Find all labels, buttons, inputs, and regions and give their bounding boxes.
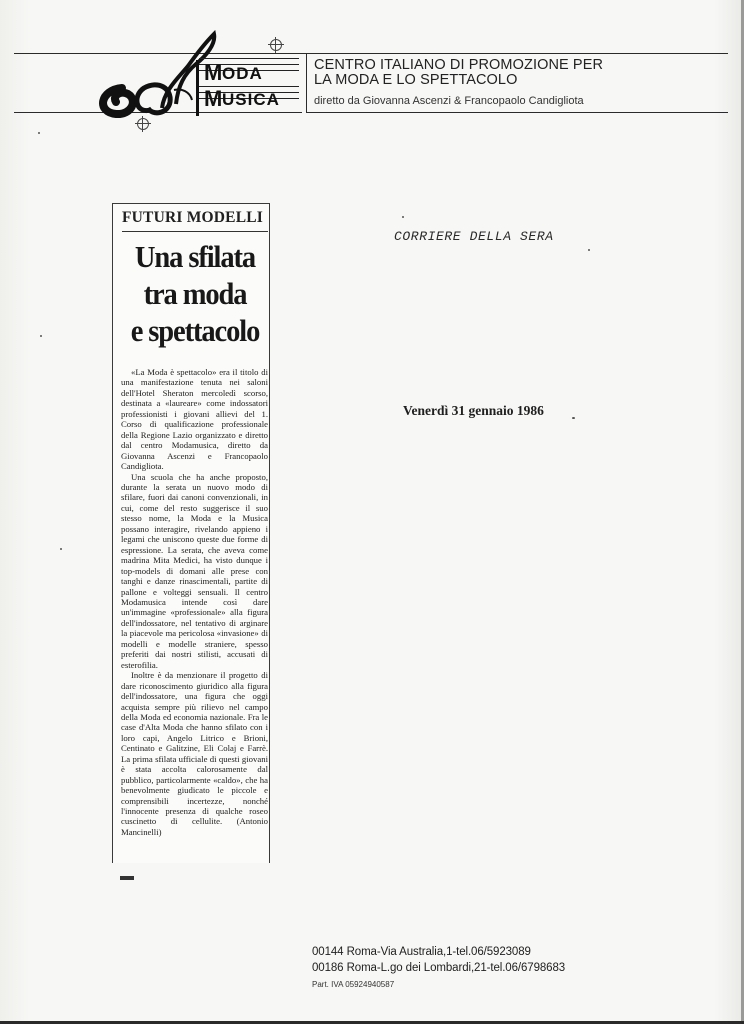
headline-line-1: Una sfilata xyxy=(134,239,256,274)
headline-line-3: e spettacolo xyxy=(130,313,260,348)
publication-date: Venerdì 31 gennaio 1986 xyxy=(403,403,544,418)
scan-speck xyxy=(402,216,404,218)
logo-word-moda: ODA xyxy=(222,64,263,83)
organization-directors: diretto da Giovanna Ascenzi & Francopaolo Candigliota xyxy=(314,95,584,107)
scan-speck xyxy=(60,548,62,550)
letterhead-bottom-rule-right xyxy=(306,112,728,113)
footer-address-1: 00144 Roma-Via Australia,1-tel.06/5923089 xyxy=(312,946,531,958)
logo-word-musica: USICA xyxy=(222,90,280,109)
scan-mark xyxy=(120,876,134,880)
article-paragraph: Inoltre è da menzionare il progetto di dare riconoscimento giuridico alla figura dell'indossatore, una figura che oggi acquista sempre più rilievo nel campo della Moda ed economia nazionale. Fra le case d'Alta Moda che hanno sfilato con i loro capi, Angelo Litrico e Brioni, Centinato e Galitzine, Eli Colaj e Farrè. La prima sfilata ufficiale di questi giovani è stata accolta calorosamente dal pubblico, particolarmente «caldo», che ha benevolmente giudicato le piccole e comprensibili incertezze, nonché l'innocente presenza di qualche roseo cuscinetto di cellulite. (Antonio Mancinelli) xyxy=(121,670,268,837)
article-paragraph: «La Moda è spettacolo» era il titolo di una manifestazione tenuta nei saloni dell'Hotel Sheraton mercoledì scorso, destinata a «laureare» come indossatori professionisti i giovani allievi del 1. Corso di qualificazione professionale della Regione Lazio organizzato e diretto dal centro Modamusica, diretto da Giovanna Ascenzi e Francopaolo Candigliota. xyxy=(121,367,268,472)
scan-speck xyxy=(572,417,575,419)
organization-name-line-1: CENTRO ITALIANO DI PROMOZIONE PER xyxy=(314,57,604,73)
footer-address-2: 00186 Roma-L.go dei Lombardi,21-tel.06/6798683 xyxy=(312,962,566,974)
logo-initial-m-2: M xyxy=(204,86,224,111)
scan-speck xyxy=(38,132,40,134)
scan-speck xyxy=(588,249,590,251)
clipping-kicker: FUTURI MODELLI xyxy=(122,209,264,226)
letterhead-divider xyxy=(306,54,307,112)
scan-speck xyxy=(40,335,42,337)
clipping-headline xyxy=(125,238,265,349)
headline-line-2: tra moda xyxy=(143,276,247,311)
logo-initial-m: M xyxy=(204,60,224,85)
clipping-article-body xyxy=(121,367,268,837)
clipping-border-right xyxy=(269,203,270,863)
footer-vat-number: Part. IVA 05924940587 xyxy=(312,980,395,989)
modamusica-logo xyxy=(92,30,302,122)
organization-name xyxy=(314,58,694,88)
article-paragraph: Una scuola che ha anche proposto, durante la serata un nuovo modo di sfilare, fuori dai canoni convenzionali, in cui, come del resto suggerisce il suo stesso nome, la Moda e la Musica possano interagire, rivelando appieno i legami che uniscono queste due forme di espressione. La serata, che aveva come madrina Mita Medici, ha visto dunque i top-models di domani alle prese con tanghi e danze rinascimentali, partite di pallone e volteggi sensuali. Il centro Modamusica intende così dare un'immagine «professionale» alla figura dell'indossatore, nel tentativo di arginare la piacevole ma pericolosa «invasione» di modelli e modelle straniere, spesso preferiti dai nostri stilisti, accusati di esterofilia. xyxy=(121,471,268,670)
organization-name-line-2: LA MODA E LO SPETTACOLO xyxy=(314,72,518,88)
clipping-border-top xyxy=(112,203,270,204)
newspaper-name: CORRIERE DELLA SERA xyxy=(394,229,554,244)
kicker-rule xyxy=(122,231,268,232)
clipping-border-left xyxy=(112,203,113,863)
